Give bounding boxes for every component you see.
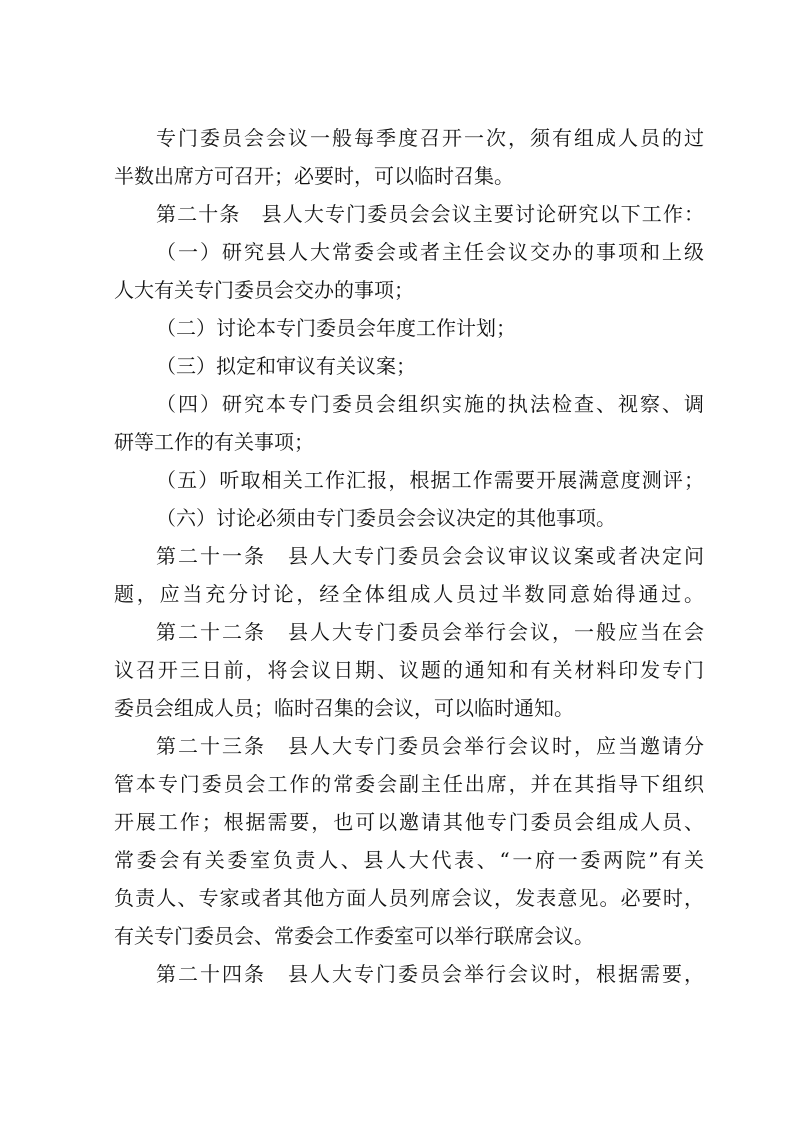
article-23-line: 常委会有关委室负责人、县人大代表、“一府一委两院”有关 <box>114 848 704 872</box>
list-item-line: 研等工作的有关事项； <box>114 430 314 454</box>
article-21-line: 题，应当充分讨论，经全体组成人员过半数同意始得通过。 <box>114 582 704 606</box>
article-23-line: 负责人、专家或者其他方面人员列席会议，发表意见。必要时， <box>114 886 704 910</box>
list-item-line: （四）研究本专门委员会组织实施的执法检查、视察、调 <box>156 392 704 416</box>
article-21-line: 第二十一条 县人大专门委员会会议审议议案或者决定问 <box>156 544 704 568</box>
paragraph-line: 专门委员会会议一般每季度召开一次，须有组成人员的过 <box>156 126 704 150</box>
article-23-line: 管本专门委员会工作的常委会副主任出席，并在其指导下组织 <box>114 772 704 796</box>
list-item-line: （五）听取相关工作汇报，根据工作需要开展满意度测评； <box>156 468 704 492</box>
article-22-line: 议召开三日前，将会议日期、议题的通知和有关材料印发专门 <box>114 658 704 682</box>
article-23-line: 第二十三条 县人大专门委员会举行会议时，应当邀请分 <box>156 734 704 758</box>
list-item-line: 人大有关专门委员会交办的事项； <box>114 278 414 302</box>
article-22-line: 第二十二条 县人大专门委员会举行会议，一般应当在会 <box>156 620 704 644</box>
article-24-line: 第二十四条 县人大专门委员会举行会议时，根据需要， <box>156 962 704 986</box>
list-item-line: （二）讨论本专门委员会年度工作计划； <box>156 316 516 340</box>
article-23-line: 开展工作；根据需要，也可以邀请其他专门委员会组成人员、 <box>114 810 704 834</box>
article-20-heading-line: 第二十条 县人大专门委员会会议主要讨论研究以下工作： <box>156 202 704 226</box>
article-23-line: 有关专门委员会、常委会工作委室可以举行联席会议。 <box>114 924 594 948</box>
list-item-line: （一）研究县人大常委会或者主任会议交办的事项和上级 <box>156 240 704 264</box>
paragraph-line: 半数出席方可召开；必要时，可以临时召集。 <box>114 164 514 188</box>
list-item-line: （三）拟定和审议有关议案； <box>156 354 416 378</box>
article-22-line: 委员会组成人员；临时召集的会议，可以临时通知。 <box>114 696 574 720</box>
list-item-line: （六）讨论必须由专门委员会会议决定的其他事项。 <box>156 506 616 530</box>
